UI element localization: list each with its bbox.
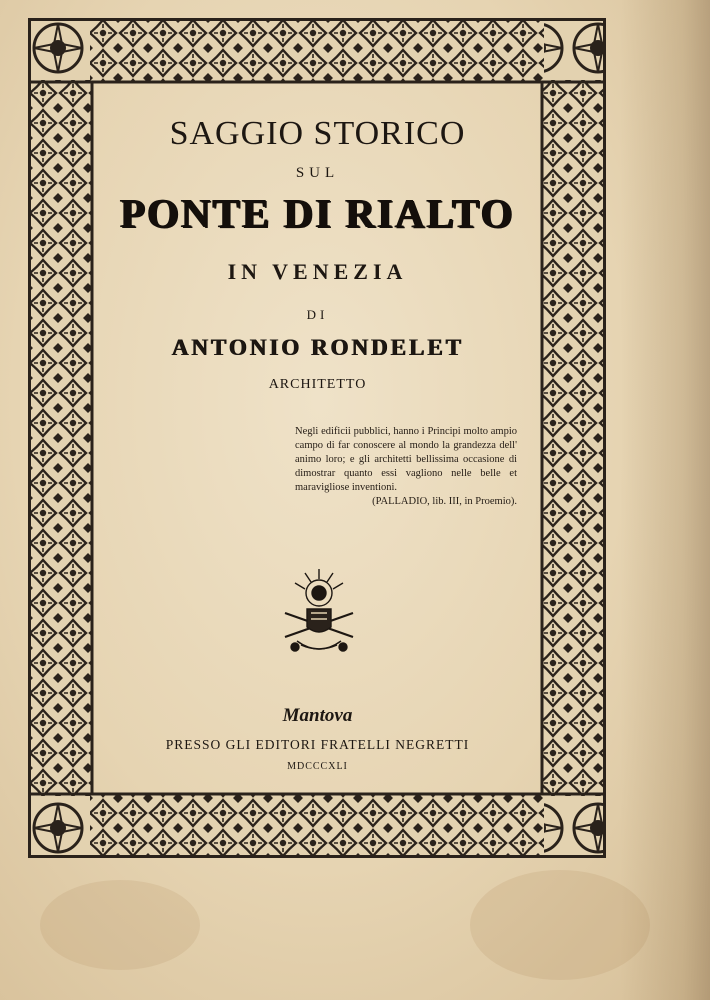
author-name: ANTONIO RONDELET — [171, 335, 464, 360]
author-profession: ARCHITETTO — [268, 377, 367, 392]
epigraph-text: Negli edificii pubblici, hanno i Principi molto ampio campo di far conoscere al mondo la grandezza dell' animo loro; e gli architetti bellissima occasione di dimostrar quanto essi vagliono nelle belle et maravigliose inventioni. — [295, 426, 517, 493]
title-line-2: SUL — [295, 165, 340, 181]
publication-year: MDCCCXLI — [287, 761, 348, 772]
page-edge-shadow — [620, 0, 710, 1000]
epigraph-attribution: (PALLADIO, lib. III, in Proemio). — [372, 496, 517, 507]
title-main: PONTE DI RIALTO — [120, 190, 515, 236]
publication-place: Mantova — [282, 705, 353, 726]
epigraph — [295, 425, 517, 509]
printer-emblem-icon — [281, 565, 357, 660]
title-line-1: SAGGIO STORICO — [169, 115, 466, 152]
publisher-line: PRESSO GLI EDITORI FRATELLI NEGRETTI — [165, 737, 470, 752]
title-page-text — [95, 85, 540, 790]
title-line-4: IN VENEZIA — [227, 259, 408, 284]
by-line: DI — [306, 307, 329, 322]
paper-stain — [40, 880, 200, 970]
